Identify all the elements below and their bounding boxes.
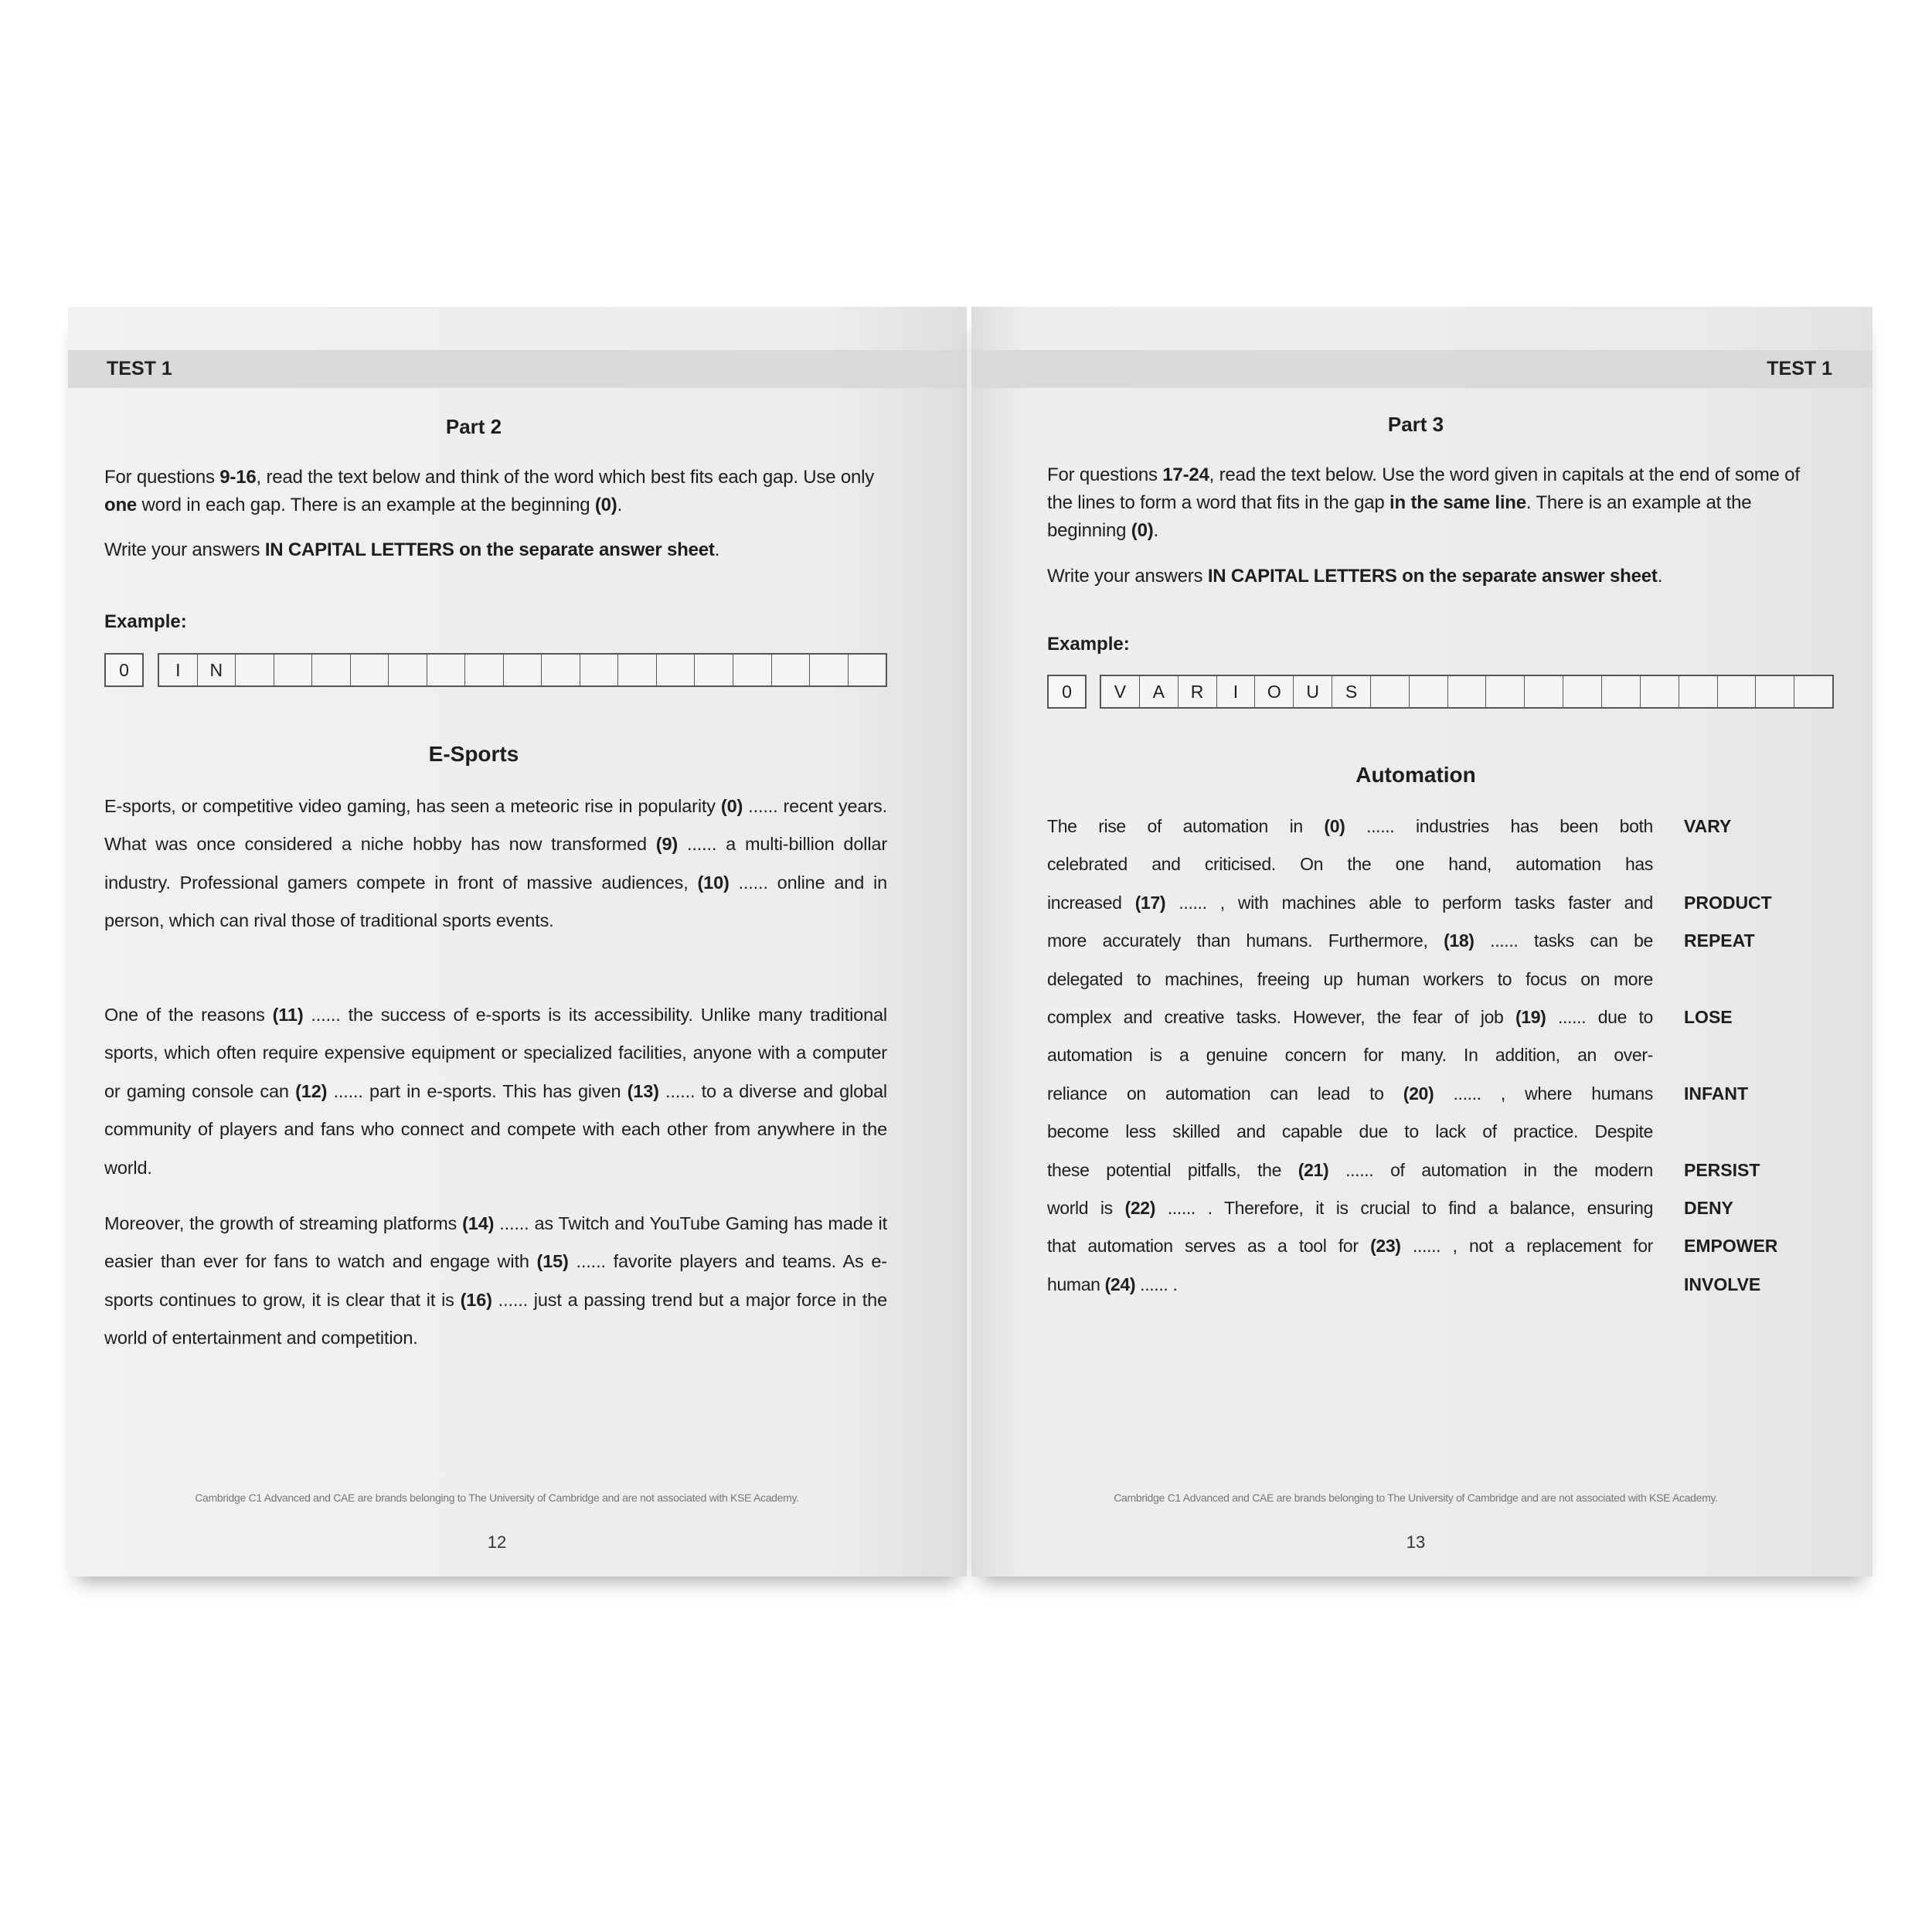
bold-text: 17-24: [1162, 464, 1209, 485]
answer-letter-box: I: [1217, 676, 1256, 707]
text-line: [1047, 1075, 1653, 1113]
text: The rise of automation in: [1047, 816, 1325, 836]
right-page: [971, 307, 1872, 1577]
answer-letter-box: [504, 655, 543, 685]
text: word in each gap. There is an example at the beginning: [137, 495, 595, 515]
answer-letter-box: [236, 655, 274, 685]
text: ...... recent years. What was once considered a niche hobby has now transformed: [104, 796, 887, 855]
text: world is: [1047, 1198, 1125, 1218]
gap-number: (22): [1124, 1198, 1156, 1218]
text: ...... tasks can be: [1474, 930, 1653, 951]
answer-letter-box: [1371, 676, 1410, 707]
text: ...... the success of e-sports is its accessibility. Unlike many traditional sports, which often require expensive equipment or specialized facilities, anyone with a computer or gaming console can: [104, 1005, 887, 1101]
text-line: [1047, 1189, 1653, 1227]
text: automation is a genuine concern for many. In addition, an over-: [1047, 1045, 1653, 1066]
answer-letter-box: [542, 655, 580, 685]
answer-letter-box: S: [1332, 676, 1371, 707]
answer-letter-box: [580, 655, 619, 685]
answer-letter-box: [695, 655, 733, 685]
page-number: 12: [487, 1532, 507, 1552]
text: ...... just a passing trend but a major force in the world of entertainment and competition.: [104, 1289, 887, 1349]
text: delegated to machines, freeing up human workers to focus on more: [1047, 968, 1653, 989]
text: ...... as Twitch and YouTube Gaming has made it easier than ever for fans to watch and engage with: [104, 1213, 888, 1272]
text: ...... part in e-sports. This has given: [327, 1080, 628, 1101]
text: ...... a multi-billion dollar industry. Professional gamers compete in front of massive audiences,: [104, 834, 887, 893]
gap-number: (9): [655, 834, 679, 855]
answer-letter-box: [312, 655, 351, 685]
text: more accurately than humans. Furthermore,: [1047, 930, 1444, 951]
answer-letter-box: [1563, 676, 1602, 707]
text: E-sports, or competitive video gaming, has seen a meteoric rise in popularity: [104, 796, 721, 816]
gap-number: (20): [1403, 1083, 1434, 1104]
header-bar: [68, 350, 967, 388]
text: For questions: [104, 467, 220, 488]
text: ...... favorite players and teams. As e-sports continues to grow, it is clear that it is: [104, 1251, 887, 1310]
answer-letter-box: [1641, 676, 1679, 707]
answer-letter-box: [274, 655, 313, 685]
text-line: [1047, 1266, 1653, 1304]
answer-letter-box: [810, 655, 849, 685]
text-title: E-Sports: [428, 742, 519, 766]
example-label: Example:: [104, 611, 187, 632]
text-line: [1047, 1036, 1653, 1074]
text: reliance on automation can lead to: [1047, 1083, 1403, 1104]
text: ...... to a diverse and global community of players and fans who connect and compete with each other from anywhere in the world.: [104, 1080, 887, 1178]
text: .: [714, 539, 720, 560]
bold-text: IN CAPITAL LETTERS on the separate answer sheet: [1207, 566, 1658, 587]
answer-letter-box: [1410, 676, 1448, 707]
keyword: PERSIST: [1684, 1159, 1760, 1180]
answer-letter-box: O: [1255, 676, 1294, 707]
gap-number: (18): [1444, 930, 1475, 951]
answer-letter-box: [733, 655, 772, 685]
text: these potential pitfalls, the: [1047, 1159, 1298, 1180]
text-line: [1047, 1151, 1653, 1189]
text-line: [1047, 961, 1653, 998]
text: For questions: [1047, 464, 1163, 485]
text: ...... .: [1135, 1274, 1178, 1294]
text: ...... of automation in the modern: [1328, 1159, 1653, 1180]
text: become less skilled and capable due to lack of practice. Despite: [1047, 1121, 1653, 1142]
answer-letter-box: [772, 655, 811, 685]
text-line: [1047, 808, 1653, 845]
gap-number: (11): [272, 1005, 304, 1025]
answer-letter-box: [1486, 676, 1525, 707]
text: , read the text below and think of the word which best fits each gap. Use only: [256, 467, 875, 488]
bold-text: one: [104, 495, 138, 515]
gap-number: (19): [1515, 1007, 1546, 1027]
text: Write your answers: [104, 539, 265, 560]
answer-letter-box: [849, 655, 886, 685]
bold-text: (0): [594, 495, 617, 515]
answer-letter-box: [427, 655, 466, 685]
example-number-box: 0: [104, 653, 144, 687]
instructions: [104, 464, 900, 519]
text: celebrated and criticised. On the one hand, automation has: [1047, 854, 1653, 875]
text: One of the reasons: [104, 1005, 273, 1025]
header-test-label: TEST 1: [107, 358, 172, 379]
text: Write your answers: [1047, 566, 1208, 587]
answer-letter-box: R: [1179, 676, 1217, 707]
bold-text: in the same line: [1389, 492, 1526, 513]
gap-number: (21): [1298, 1159, 1329, 1180]
keyword: INVOLVE: [1684, 1274, 1761, 1294]
answer-letter-box: [465, 655, 504, 685]
text-line: [1047, 1113, 1653, 1151]
text: .: [617, 495, 623, 515]
text: complex and creative tasks. However, the fear of job: [1047, 1007, 1515, 1027]
header-bar: [971, 350, 1872, 388]
text: .: [1657, 566, 1663, 587]
text-line: [1047, 922, 1653, 960]
keyword: REPEAT: [1684, 930, 1755, 951]
text: , read the text below. Use the word given in capitals at the end of some of the lines to form a word that fits in the gap: [1047, 464, 1800, 513]
answer-letter-box: [657, 655, 696, 685]
text: ...... . Therefore, it is crucial to find a balance, ensuring: [1155, 1198, 1654, 1218]
instructions-answer-sheet: [104, 536, 900, 564]
paragraph: [104, 1205, 887, 1358]
text: ...... online and in person, which can rival those of traditional sports events.: [104, 872, 887, 931]
text-line: [1047, 884, 1653, 922]
keyword: VARY: [1684, 816, 1732, 836]
text: ...... , where humans: [1434, 1083, 1653, 1104]
footer-disclaimer: Cambridge C1 Advanced and CAE are brands belonging to The University of Cambridge and are not associated with KSE Academy.: [195, 1492, 799, 1504]
gap-number: (13): [627, 1080, 659, 1101]
text-line: [1047, 845, 1653, 883]
text-line: [1047, 998, 1653, 1036]
text: human: [1047, 1274, 1105, 1294]
gap-number: (0): [1324, 816, 1345, 836]
example-label: Example:: [1047, 634, 1130, 655]
answer-letter-box: [1756, 676, 1794, 707]
paragraph: [104, 787, 887, 940]
answer-letter-box: V: [1101, 676, 1140, 707]
keyword: LOSE: [1684, 1007, 1733, 1027]
keyword: EMPOWER: [1684, 1236, 1778, 1257]
gap-number: (24): [1104, 1274, 1136, 1294]
answer-letter-box: A: [1140, 676, 1179, 707]
header-test-label: TEST 1: [1767, 358, 1832, 379]
gap-number: (0): [720, 796, 743, 816]
answer-letter-box: [1718, 676, 1757, 707]
keyword: INFANT: [1684, 1083, 1749, 1104]
answer-letter-box: I: [159, 655, 198, 685]
page-number: 13: [1406, 1532, 1426, 1552]
part-heading: Part 3: [1387, 413, 1444, 436]
instructions: [1047, 461, 1820, 545]
gap-number: (14): [462, 1213, 495, 1233]
gap-number: (10): [697, 872, 730, 893]
answer-letter-box: [1525, 676, 1563, 707]
gap-number: (17): [1134, 892, 1166, 913]
bold-text: 9-16: [219, 467, 257, 488]
footer-disclaimer: Cambridge C1 Advanced and CAE are brands belonging to The University of Cambridge and are not associated with KSE Academy.: [1114, 1492, 1718, 1504]
instructions-answer-sheet: [1047, 563, 1820, 590]
text: that automation serves as a tool for: [1047, 1236, 1371, 1257]
answer-letter-box: N: [198, 655, 236, 685]
gap-number: (15): [536, 1251, 569, 1272]
answer-letter-box: [1679, 676, 1718, 707]
text: . There is an example at the beginning: [1047, 492, 1752, 541]
gap-number: (23): [1370, 1236, 1401, 1257]
text: ...... due to: [1546, 1007, 1653, 1027]
answer-letter-box: [389, 655, 427, 685]
text: increased: [1047, 892, 1135, 913]
part-heading: Part 2: [445, 415, 502, 438]
keyword: DENY: [1684, 1198, 1733, 1218]
paragraph: [104, 996, 887, 1187]
text: ...... , with machines able to perform tasks faster and: [1165, 892, 1653, 913]
answer-letter-box: [351, 655, 389, 685]
answer-letter-box: [1448, 676, 1487, 707]
bold-text: (0): [1131, 520, 1154, 541]
answer-letter-box: [1602, 676, 1641, 707]
answer-letter-box: [1794, 676, 1832, 707]
gap-number: (12): [295, 1080, 328, 1101]
bold-text: IN CAPITAL LETTERS on the separate answer sheet: [264, 539, 715, 560]
left-page: [68, 307, 967, 1577]
gap-number: (16): [460, 1289, 492, 1310]
text: .: [1153, 520, 1158, 541]
answer-letter-box: U: [1294, 676, 1332, 707]
answer-letter-box: [618, 655, 657, 685]
text: Moreover, the growth of streaming platforms: [104, 1213, 463, 1233]
example-answer-boxes: [1100, 675, 1834, 709]
text: ...... industries has been both: [1345, 816, 1653, 836]
example-answer-boxes: [158, 653, 887, 687]
example-number-box: 0: [1047, 675, 1087, 709]
text-line: [1047, 1227, 1653, 1265]
text: ...... , not a replacement for: [1400, 1236, 1653, 1257]
keyword: PRODUCT: [1684, 892, 1772, 913]
text-title: Automation: [1355, 763, 1476, 787]
